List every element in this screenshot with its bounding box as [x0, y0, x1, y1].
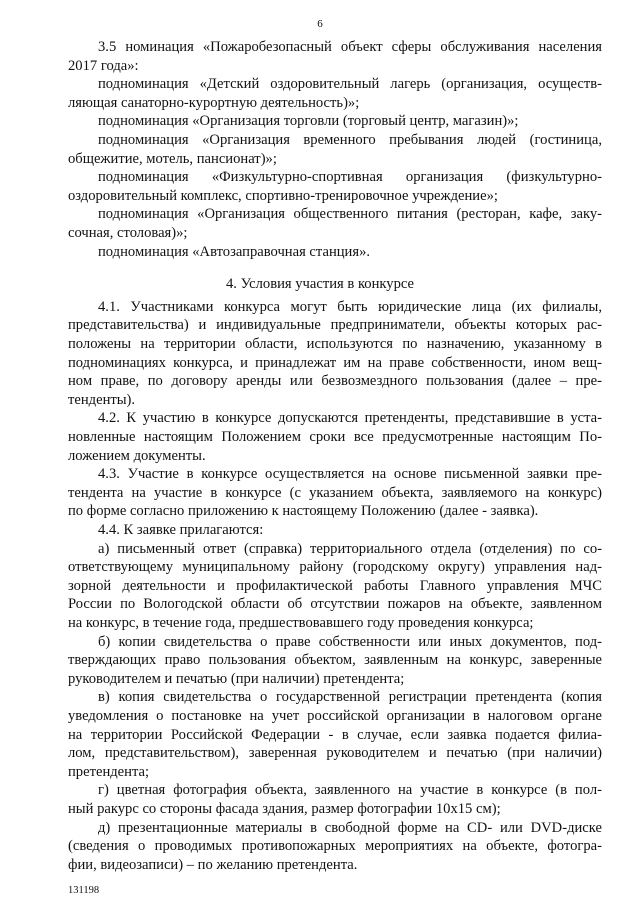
text-line: подноминация «Организация общественного питания (ресторан, кафе, заку- — [98, 206, 602, 223]
text-line: России по Вологодской области об отсутствии пожаров на объекте, заявленном — [68, 596, 602, 613]
text-line: подноминация «Физкультурно-спортивная организация (физкультурно- — [98, 169, 602, 186]
text-line: тендента на участие в конкурсе (с указанием объекта, заявляемого на конкурс) — [68, 484, 602, 501]
text-line: ответствующему муниципальному району (городскому округу) управления над- — [68, 559, 602, 576]
text-line: д) презентационные материалы в свободной форме на CD- или DVD-диске — [98, 819, 602, 836]
text-line: (сведения о проводимых противопожарных мероприятиях на объекте, фотогра- — [68, 838, 602, 855]
text-line: претендента; — [68, 763, 150, 780]
text-line: подноминация «Организация торговли (торговый центр, магазин)»; — [98, 113, 519, 130]
text-line: положены на территории области, используются по назначению, указанному в — [68, 336, 602, 352]
text-line: подноминация «Детский оздоровительный лагерь (организация, осуществ- — [98, 76, 602, 93]
text-line: ном праве, по договору аренды или безвозмездного пользования (далее – пре- — [68, 373, 602, 390]
text-line: сочная, столовая)»; — [68, 225, 188, 241]
text-line: на конкурс, в течение года, предшествовавшего году проведения конкурса; — [68, 615, 534, 631]
text-line: а) письменный ответ (справка) территориального отдела (отделения) по со- — [98, 540, 602, 557]
text-line: 2017 года»: — [68, 57, 139, 74]
page-number: 6 — [317, 18, 323, 30]
text-line: по форме согласно приложению к настоящему Положению (далее - заявка). — [68, 503, 539, 520]
text-line: 4.2. К участию в конкурсе допускаются претенденты, представившие в уста- — [98, 410, 602, 427]
text-line: 3.5 номинация «Пожаробезопасный объект сферы обслуживания населения — [98, 39, 602, 55]
text-line: г) цветная фотография объекта, заявленного на участие в конкурсе (в пол- — [98, 782, 602, 799]
text-line: уведомления о постановке на учет российской организации в налоговом органе — [68, 708, 602, 724]
text-line: лом, представительством), заверенная руководителем и печатью (при наличии) — [68, 745, 602, 762]
text-line: новленные настоящим Положением сроки все предусмотренные настоящим По- — [68, 429, 602, 445]
text-line: ный ракурс со стороны фасада здания, размер фотографии 10х15 см); — [68, 801, 501, 817]
text-line: подноминациях конкурса, и принадлежат им на праве собственности, ином вещ- — [68, 354, 602, 371]
text-line: подноминация «Организация временного пребывания людей (гостиница, — [98, 132, 602, 148]
text-line: подноминация «Автозаправочная станция». — [98, 243, 371, 260]
text-line: оздоровительный комплекс, спортивно-тренировочное учреждение»; — [68, 187, 498, 204]
text-line: тверждающих право пользования объектом, заявленным на конкурс, заверенные — [68, 652, 602, 669]
footer-code: 131198 — [68, 885, 100, 896]
section-heading: 4. Условия участия в конкурсе — [225, 276, 415, 293]
text-line: представительства) и индивидуальные предприниматели, объекты которых рас- — [68, 317, 602, 334]
text-line: на территории Российской Федерации - в случае, если заявка подается филиа- — [68, 726, 602, 743]
text-line: ложением документы. — [68, 447, 206, 464]
text-line: общежитие, мотель, пансионат)»; — [68, 150, 277, 167]
text-line: ляющая санаторно-курортную деятельность)»; — [68, 94, 360, 111]
text-line: тенденты). — [68, 391, 136, 408]
text-line: в) копия свидетельства о государственной регистрации претендента (копия — [98, 689, 602, 706]
text-line: зорной деятельности и профилактической работы Главного управления МЧС — [68, 577, 602, 594]
text-line: б) копии свидетельства о праве собственности или иных документов, под- — [98, 633, 602, 650]
text-line: 4.1. Участниками конкурса могут быть юридические лица (их филиалы, — [98, 298, 602, 315]
text-line: фии, видеозаписи) – по желанию претендента. — [68, 856, 358, 873]
text-line: 4.4. К заявке прилагаются: — [98, 522, 264, 538]
text-line: 4.3. Участие в конкурсе осуществляется на основе письменной заявки пре- — [98, 466, 602, 483]
text-line: руководителем и печатью (при наличии) претендента; — [68, 670, 405, 687]
